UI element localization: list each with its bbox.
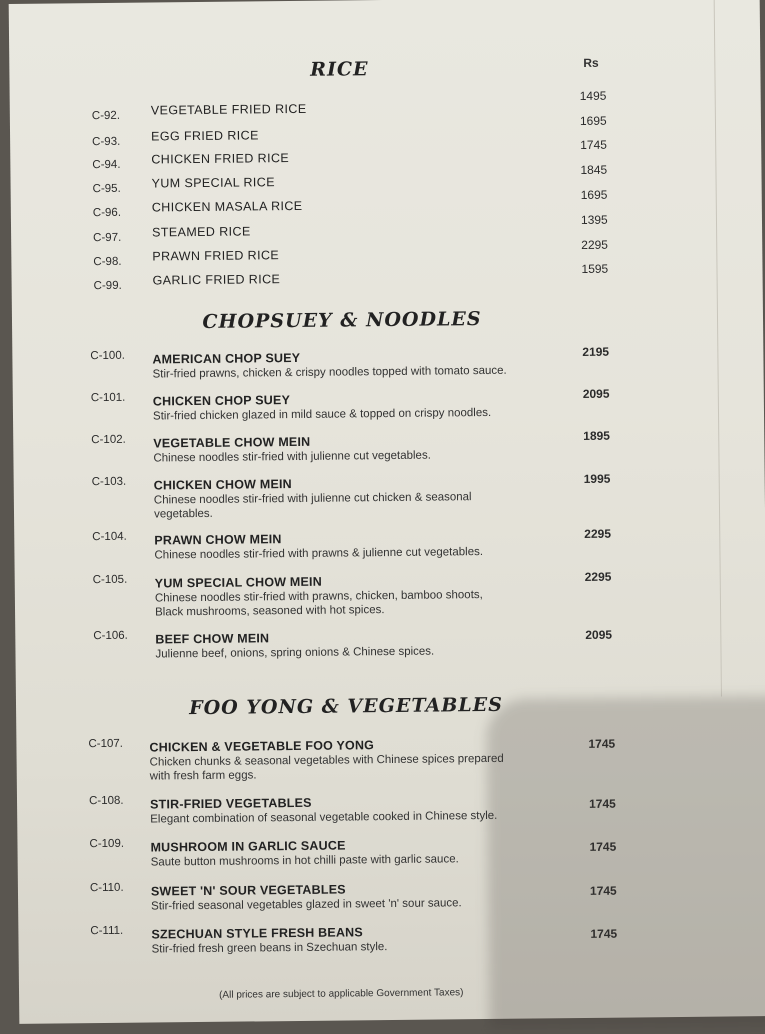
item-name: GARLIC FRIED RICE (152, 272, 281, 288)
menu-page (9, 0, 765, 1024)
item-description: Julienne beef, onions, spring onions & Chinese spices. (155, 645, 435, 661)
item-name: YUM SPECIAL RICE (151, 175, 275, 191)
item-price: 2095 (585, 627, 613, 642)
item-price: 1745 (589, 883, 617, 898)
item-price: 1745 (589, 796, 616, 811)
item-code: C-109. (89, 837, 125, 851)
item-name: MUSHROOM IN GARLIC SAUCE (150, 838, 346, 855)
item-description: Stir-fried prawns, chicken & crispy noodles topped with tomato sauce. (152, 364, 507, 381)
item-code: C-94. (92, 158, 121, 172)
page-fold-line (714, 0, 722, 697)
item-price: 2295 (584, 569, 612, 584)
item-description: Stir-fried chicken glazed in mild sauce & topped on crispy noodles. (152, 406, 492, 423)
item-code: C-92. (91, 109, 121, 123)
item-name: SZECHUAN STYLE FRESH BEANS (151, 925, 363, 942)
currency-label: Rs (583, 55, 599, 70)
item-price: 1595 (581, 261, 609, 276)
item-name: YUM SPECIAL CHOW MEIN (154, 574, 322, 591)
item-code: C-111. (90, 924, 124, 938)
item-code: C-97. (93, 231, 122, 245)
item-description-line2: vegetables. (153, 507, 213, 521)
item-name: STIR-FRIED VEGETABLES (149, 795, 312, 812)
item-code: C-100. (90, 349, 125, 363)
item-price: 1995 (583, 471, 611, 486)
item-name: VEGETABLE CHOW MEIN (153, 434, 311, 451)
item-description: Chinese noodles stir-fried with julienne cut chicken & seasonal (153, 491, 472, 507)
tax-note: (All prices are subject to applicable Government Taxes) (219, 987, 464, 1001)
item-price: 2295 (581, 237, 609, 252)
item-code: C-110. (89, 881, 124, 895)
item-name: AMERICAN CHOP SUEY (152, 350, 301, 367)
item-price: 1495 (579, 88, 607, 103)
item-name: PRAWN CHOW MEIN (154, 532, 282, 548)
item-price: 1745 (588, 736, 616, 751)
item-description: Stir-fried fresh green beans in Szechuan style. (151, 941, 388, 956)
item-name: STEAMED RICE (152, 224, 251, 240)
item-code: C-106. (93, 629, 128, 643)
item-name: CHICKEN FRIED RICE (151, 151, 290, 167)
section-title-rice: RICE (310, 58, 369, 81)
item-price: 1845 (580, 162, 608, 177)
item-code: C-103. (91, 475, 127, 489)
item-description: Elegant combination of seasonal vegetable cooked in Chinese style. (150, 809, 498, 826)
item-name: EGG FRIED RICE (151, 128, 259, 144)
item-name: BEEF CHOW MEIN (155, 631, 270, 647)
item-description: Saute button mushrooms in hot chilli paste with garlic sauce. (150, 853, 459, 869)
item-price: 1745 (580, 137, 607, 152)
item-name: CHICKEN CHOP SUEY (152, 393, 291, 409)
item-description: Chicken chunks & seasonal vegetables with Chinese spices prepared (149, 752, 504, 769)
item-name: CHICKEN MASALA RICE (151, 198, 303, 215)
item-code: C-107. (88, 737, 124, 751)
item-description: Chinese noodles stir-fried with julienne cut vegetables. (153, 449, 431, 465)
item-price: 2195 (582, 344, 610, 359)
item-name: VEGETABLE FRIED RICE (150, 101, 307, 118)
item-code: C-96. (92, 206, 122, 220)
item-name: CHICKEN CHOW MEIN (153, 477, 292, 493)
shadow-overlay (486, 696, 765, 1029)
item-description-line2: Black mushrooms, seasoned with hot spices. (154, 604, 385, 619)
item-price: 1695 (579, 113, 607, 128)
item-code: C-105. (92, 573, 128, 587)
item-code: C-102. (91, 433, 126, 447)
item-price: 1745 (589, 839, 617, 854)
item-price: 2095 (582, 386, 610, 401)
item-description: Stir-fried seasonal vegetables glazed in sweet 'n' sour sauce. (151, 897, 462, 913)
item-code: C-101. (90, 391, 126, 405)
item-description: Chinese noodles stir-fried with prawns, chicken, bamboo shoots, (154, 589, 483, 605)
item-price: 1695 (580, 187, 608, 202)
item-code: C-99. (93, 279, 122, 293)
item-price: 2295 (584, 526, 612, 541)
item-name: CHICKEN & VEGETABLE FOO YONG (149, 738, 375, 755)
item-name: PRAWN FRIED RICE (152, 248, 280, 264)
item-code: C-104. (92, 530, 127, 544)
item-price: 1895 (583, 428, 611, 443)
item-price: 1745 (590, 926, 618, 941)
item-price: 1395 (580, 212, 608, 227)
item-code: C-95. (92, 182, 121, 196)
item-description: Chinese noodles stir-fried with prawns & julienne cut vegetables. (154, 546, 484, 562)
item-name: SWEET 'N' SOUR VEGETABLES (150, 882, 346, 899)
item-code: C-108. (88, 794, 124, 808)
item-description-line2: with fresh farm eggs. (149, 769, 257, 783)
section-title-foo-yong-vegetables: FOO YONG & VEGETABLES (189, 693, 504, 720)
item-code: C-98. (93, 255, 122, 269)
item-code: C-93. (92, 135, 121, 149)
section-title-chopsuey-noodles: CHOPSUEY & NOODLES (202, 308, 482, 333)
